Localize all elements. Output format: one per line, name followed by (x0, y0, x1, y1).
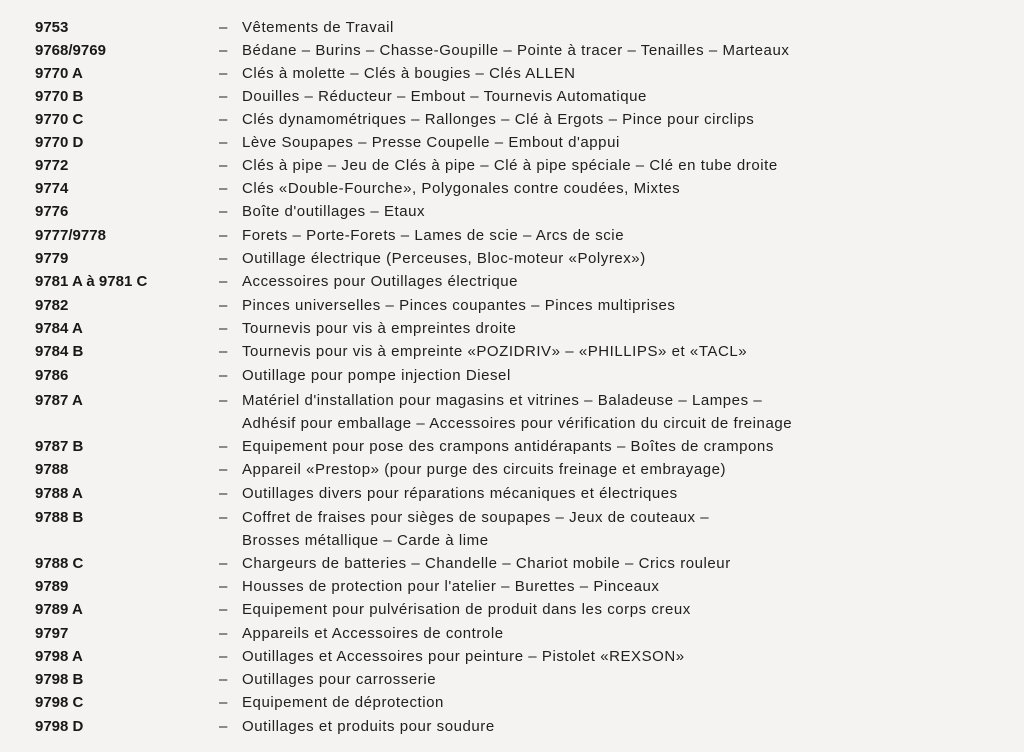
item-description: Matériel d'installation pour magasins et vitrines – Baladeuse – Lampes – (242, 392, 763, 409)
item-description: Clés «Double-Fourche», Polygonales contre coudées, Mixtes (242, 180, 681, 197)
item-description: Boîte d'outillages – Etaux (242, 203, 426, 220)
separator-dash: – (219, 671, 228, 688)
index-row (0, 16, 1024, 39)
item-code: 9797 (35, 625, 69, 642)
separator-dash: – (219, 509, 228, 526)
item-description: Douilles – Réducteur – Embout – Tournevis Automatique (242, 88, 647, 105)
separator-dash: – (219, 157, 228, 174)
item-description: Lève Soupapes – Presse Coupelle – Embout d'appui (242, 134, 620, 151)
item-code: 9798 A (35, 648, 83, 665)
separator-dash: – (219, 180, 228, 197)
separator-dash: – (219, 694, 228, 711)
item-code: 9781 A à 9781 C (35, 273, 148, 290)
separator-dash: – (219, 578, 228, 595)
separator-dash: – (219, 555, 228, 572)
index-row (0, 317, 1024, 340)
item-code: 9779 (35, 250, 69, 267)
index-row (0, 715, 1024, 738)
item-code: 9789 A (35, 601, 83, 618)
index-row (0, 85, 1024, 108)
item-description: Appareil «Prestop» (pour purge des circuits freinage et embrayage) (242, 461, 727, 478)
item-description: Forets – Porte-Forets – Lames de scie – Arcs de scie (242, 227, 625, 244)
separator-dash: – (219, 297, 228, 314)
item-description: Outillage pour pompe injection Diesel (242, 367, 511, 384)
index-row (0, 131, 1024, 154)
item-description: Equipement pour pose des crampons antidérapants – Boîtes de crampons (242, 438, 774, 455)
separator-dash: – (219, 392, 228, 409)
item-code: 9787 B (35, 438, 84, 455)
separator-dash: – (219, 203, 228, 220)
item-description: Outillages divers pour réparations mécaniques et électriques (242, 485, 678, 502)
item-description: Outillages et produits pour soudure (242, 718, 495, 735)
separator-dash: – (219, 250, 228, 267)
index-row (0, 668, 1024, 691)
separator-dash: – (219, 367, 228, 384)
index-row (0, 39, 1024, 62)
separator-dash: – (219, 343, 228, 360)
item-description: Outillages et Accessoires pour peinture – Pistolet «REXSON» (242, 648, 685, 665)
index-row (0, 435, 1024, 458)
index-row (0, 575, 1024, 598)
index-row (0, 482, 1024, 505)
index-row (0, 552, 1024, 575)
index-row (0, 645, 1024, 668)
index-row (0, 224, 1024, 247)
index-row (0, 389, 1024, 432)
separator-dash: – (219, 65, 228, 82)
separator-dash: – (219, 601, 228, 618)
separator-dash: – (219, 273, 228, 290)
separator-dash: – (219, 485, 228, 502)
item-description: Pinces universelles – Pinces coupantes – Pinces multiprises (242, 297, 676, 314)
index-row (0, 598, 1024, 621)
item-code: 9770 A (35, 65, 83, 82)
separator-dash: – (219, 19, 228, 36)
item-code: 9772 (35, 157, 69, 174)
separator-dash: – (219, 648, 228, 665)
item-description: Housses de protection pour l'atelier – Burettes – Pinceaux (242, 578, 660, 595)
item-code: 9798 B (35, 671, 84, 688)
index-row (0, 340, 1024, 363)
separator-dash: – (219, 88, 228, 105)
item-code: 9789 (35, 578, 69, 595)
separator-dash: – (219, 320, 228, 337)
item-description-continued: Brosses métallique – Carde à lime (242, 532, 489, 549)
index-row (0, 177, 1024, 200)
item-description: Equipement pour pulvérisation de produit dans les corps creux (242, 601, 691, 618)
index-row (0, 154, 1024, 177)
item-description: Tournevis pour vis à empreintes droite (242, 320, 517, 337)
separator-dash: – (219, 227, 228, 244)
index-row (0, 622, 1024, 645)
item-code: 9788 (35, 461, 69, 478)
separator-dash: – (219, 625, 228, 642)
item-code: 9776 (35, 203, 69, 220)
index-row (0, 270, 1024, 293)
item-description: Equipement de déprotection (242, 694, 444, 711)
separator-dash: – (219, 718, 228, 735)
separator-dash: – (219, 42, 228, 59)
item-description: Clés dynamométriques – Rallonges – Clé à Ergots – Pince pour circlips (242, 111, 755, 128)
item-description: Accessoires pour Outillages électrique (242, 273, 519, 290)
separator-dash: – (219, 461, 228, 478)
item-description-continued: Adhésif pour emballage – Accessoires pour vérification du circuit de freinage (242, 415, 793, 432)
item-description: Appareils et Accessoires de controle (242, 625, 504, 642)
item-code: 9787 A (35, 392, 83, 409)
item-code: 9786 (35, 367, 69, 384)
item-description: Chargeurs de batteries – Chandelle – Chariot mobile – Crics rouleur (242, 555, 731, 572)
item-code: 9768/9769 (35, 42, 106, 59)
item-code: 9798 D (35, 718, 84, 735)
item-code: 9753 (35, 19, 69, 36)
separator-dash: – (219, 438, 228, 455)
item-code: 9782 (35, 297, 69, 314)
index-row (0, 108, 1024, 131)
item-code: 9770 D (35, 134, 84, 151)
item-description: Vêtements de Travail (242, 19, 394, 36)
separator-dash: – (219, 134, 228, 151)
item-description: Bédane – Burins – Chasse-Goupille – Pointe à tracer – Tenailles – Marteaux (242, 42, 790, 59)
item-description: Tournevis pour vis à empreinte «POZIDRIV» – «PHILLIPS» et «TACL» (242, 343, 748, 360)
item-description: Coffret de fraises pour sièges de soupapes – Jeux de couteaux – (242, 509, 710, 526)
item-code: 9784 A (35, 320, 83, 337)
item-description: Outillage électrique (Perceuses, Bloc-moteur «Polyrex») (242, 250, 646, 267)
item-code: 9777/9778 (35, 227, 106, 244)
index-row (0, 364, 1024, 387)
item-code: 9788 A (35, 485, 83, 502)
separator-dash: – (219, 111, 228, 128)
index-row (0, 294, 1024, 317)
item-code: 9774 (35, 180, 69, 197)
index-row (0, 691, 1024, 714)
index-row (0, 62, 1024, 85)
index-row (0, 506, 1024, 549)
item-code: 9788 B (35, 509, 84, 526)
item-description: Clés à pipe – Jeu de Clés à pipe – Clé à pipe spéciale – Clé en tube droite (242, 157, 778, 174)
index-row (0, 200, 1024, 223)
item-code: 9770 B (35, 88, 84, 105)
item-description: Clés à molette – Clés à bougies – Clés ALLEN (242, 65, 576, 82)
item-code: 9770 C (35, 111, 84, 128)
index-row (0, 247, 1024, 270)
index-row (0, 458, 1024, 481)
item-code: 9784 B (35, 343, 84, 360)
item-description: Outillages pour carrosserie (242, 671, 437, 688)
item-code: 9798 C (35, 694, 84, 711)
item-code: 9788 C (35, 555, 84, 572)
